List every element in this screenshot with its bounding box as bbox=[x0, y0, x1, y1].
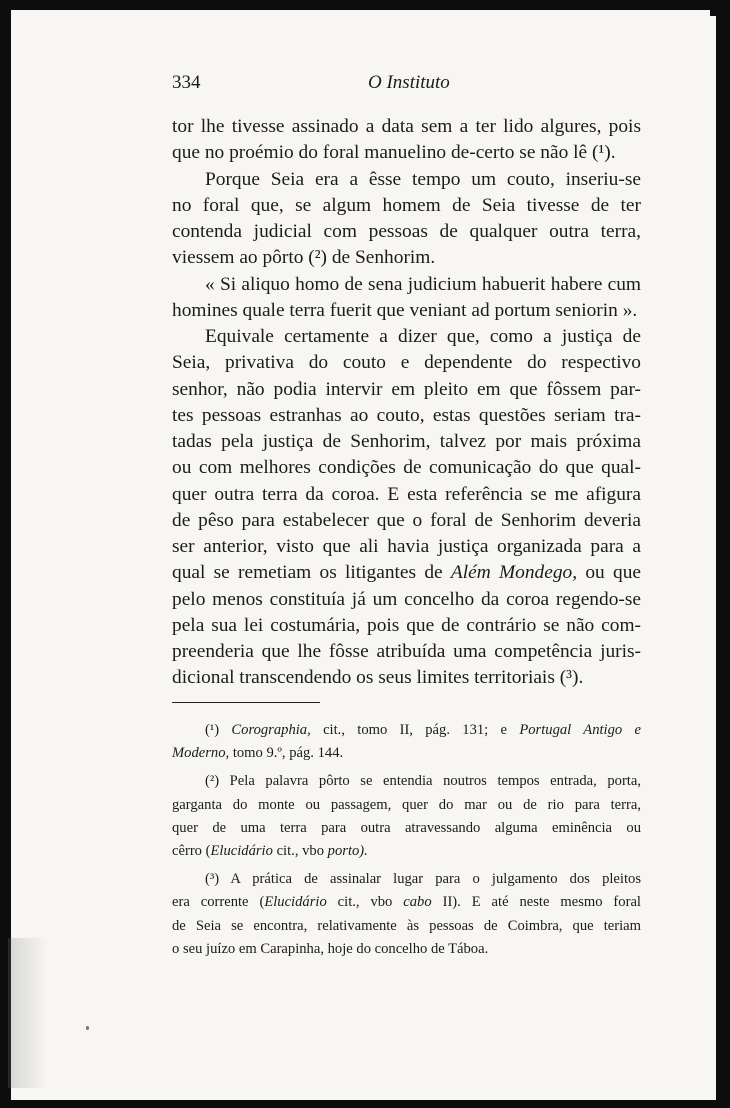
footnote-line bbox=[172, 891, 641, 914]
text-line: ou com melhores condições de comunicação do que qual- bbox=[172, 457, 641, 479]
text-fragment: cit., vbo bbox=[276, 842, 325, 859]
italic-title: Elucidário bbox=[210, 842, 273, 859]
text-fragment: cêrro ( bbox=[172, 842, 211, 859]
text-line: quer outra terra da coroa. E esta referência se me afigura bbox=[172, 483, 641, 505]
text-fragment: cit., vbo bbox=[337, 894, 393, 911]
footnote-line: de Seia se encontra, relativamente às pessoas de Coimbra, que teriam bbox=[172, 917, 641, 934]
latin-quote-line: « Si aliquo homo de sena judicium habuerit habere cum bbox=[205, 273, 641, 295]
text-line: Seia, privativa do couto e dependente do respectivo bbox=[172, 352, 641, 374]
text-line: tadas pela justiça de Senhorim, talvez por mais próxima bbox=[172, 431, 641, 452]
scan-border-top bbox=[0, 0, 730, 10]
text-line: no foral que, se algum homem de Seia tivesse de ter bbox=[172, 194, 641, 216]
text-line: tes pessoas estranhas ao couto, estas questões seriam tra- bbox=[172, 404, 641, 426]
scan-border-right bbox=[716, 0, 730, 1108]
footnote-rule bbox=[172, 702, 320, 703]
footnote-line: (²) Pela palavra pôrto se entendia noutros tempos entrada, porta, bbox=[205, 773, 641, 790]
footnotes bbox=[172, 719, 641, 961]
text-line: contenda judicial com pessoas de qualquer outra terra, bbox=[172, 221, 641, 242]
italic-title: Moderno, bbox=[172, 745, 230, 762]
text-fragment: ou que bbox=[585, 562, 641, 584]
footnote-line bbox=[172, 719, 641, 742]
text-fragment: era corrente ( bbox=[172, 894, 265, 911]
italic-word: porto). bbox=[327, 842, 368, 859]
scan-speck bbox=[86, 1026, 89, 1030]
footnote-line: garganta do monte ou passagem, quer do mar ou de rio para terra, bbox=[172, 796, 641, 813]
footnote-mark: (¹) bbox=[205, 722, 220, 738]
page-number: 334 bbox=[172, 72, 201, 93]
latin-quote-line: homines quale terra fuerit que veniant ad portum seniorin ». bbox=[172, 299, 638, 321]
text-line bbox=[172, 560, 641, 586]
italic-title: Elucidário bbox=[264, 894, 327, 911]
text-line: senhor, não podia intervir em pleito em que fôssem par- bbox=[172, 378, 641, 400]
footnote-line: (³) A prática de assinalar lugar para o julgamento dos pleitos bbox=[205, 871, 641, 888]
scan-smudge bbox=[8, 938, 48, 1088]
text-line: tor lhe tivesse assinado a data sem a ter lido algures, pois bbox=[172, 116, 641, 137]
text-line: preenderia que lhe fôsse atribuída uma competência juris- bbox=[172, 641, 641, 662]
text-line: de pêso para estabelecer que o foral de Senhorim deveria bbox=[172, 509, 641, 531]
footnote-line bbox=[172, 840, 641, 863]
text-line: ser anterior, visto que ali havia justiça organizada para a bbox=[172, 536, 641, 557]
text-fragment: II). E até neste mesmo foral bbox=[442, 894, 641, 911]
text-line: Porque Seia era a êsse tempo um couto, inseriu-se bbox=[205, 168, 641, 190]
running-title: O Instituto bbox=[368, 72, 450, 93]
text-line: pela sua lei costumária, pois que de contrário se não com- bbox=[172, 614, 641, 636]
text-line: que no proémio do foral manuelino de-certo se não lê (¹). bbox=[172, 142, 616, 164]
italic-title: Portugal Antigo e bbox=[519, 722, 641, 738]
footnote-line bbox=[172, 742, 641, 765]
text-fragment: qual se remetiam os litigantes de bbox=[172, 562, 443, 584]
text-fragment: tomo 9.º, pág. 144. bbox=[232, 745, 344, 762]
italic-word: cabo bbox=[403, 894, 432, 911]
scan-border-bottom bbox=[0, 1100, 730, 1108]
footnote-line: quer de uma terra para outra atravessando alguma eminência ou bbox=[172, 819, 641, 836]
text-line: pelo menos constituía já um concelho da coroa regendo-se bbox=[172, 588, 641, 610]
running-head bbox=[172, 72, 642, 96]
italic-place-name: Além Mondego, bbox=[450, 562, 578, 584]
footnote-line: o seu juízo em Carapinha, hoje do concelho de Táboa. bbox=[172, 940, 489, 957]
italic-title: Corographia, bbox=[231, 722, 311, 738]
body-text bbox=[172, 114, 641, 692]
text-line: viessem ao pôrto (²) de Senhorim. bbox=[172, 247, 436, 269]
scan-corner-mark bbox=[710, 10, 716, 16]
text-fragment: cit., tomo II, pág. 131; e bbox=[323, 722, 508, 738]
text-line: dicional transcendendo os seus limites territoriais (³). bbox=[172, 667, 584, 689]
text-line: Equivale certamente a dizer que, como a justiça de bbox=[205, 326, 641, 347]
